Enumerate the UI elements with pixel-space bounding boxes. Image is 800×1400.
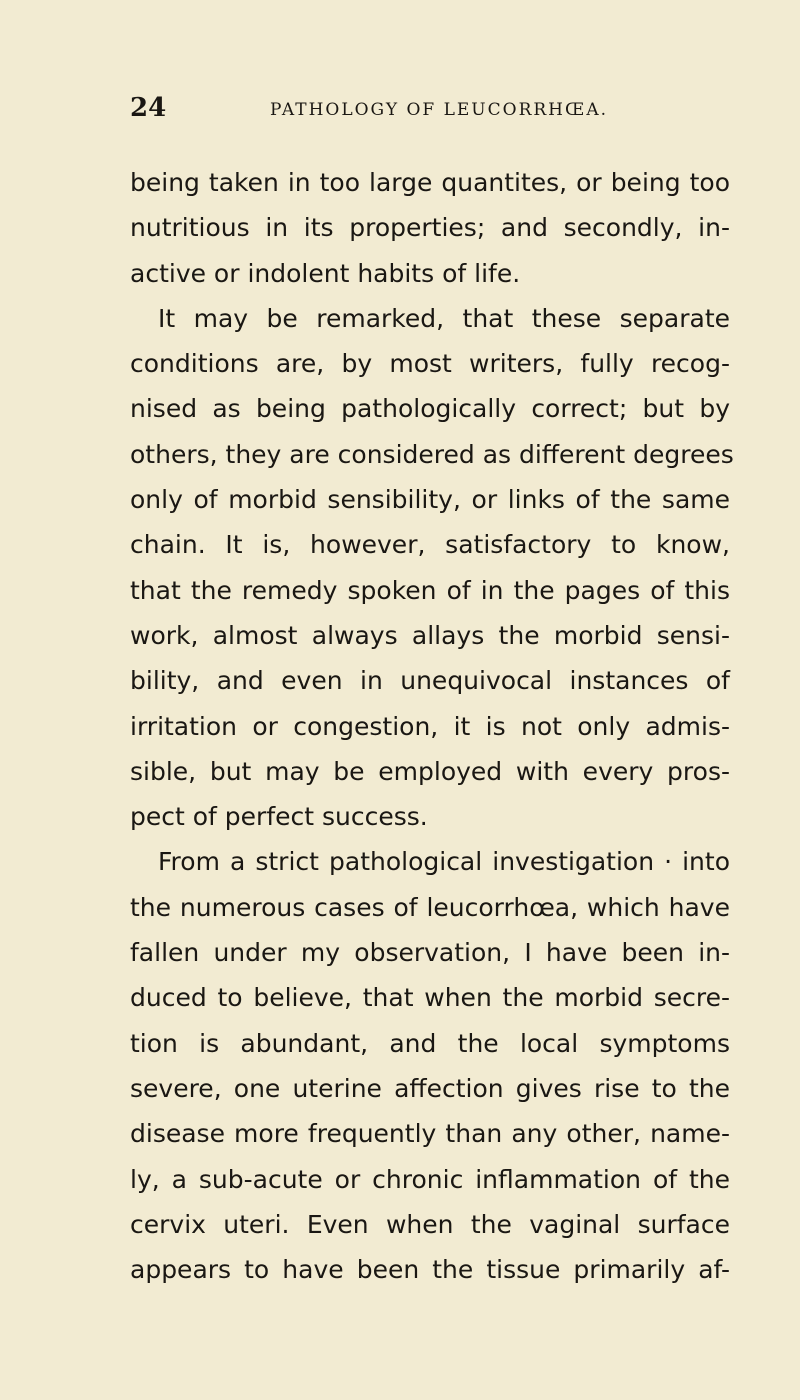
text-line: only of morbid sensibility, or links of the same [130, 485, 730, 515]
text-line: sible, but may be employed with every pros- [130, 756, 730, 786]
text-line: conditions are, by most writers, fully recog- [130, 349, 730, 379]
text-line: From a strict pathological investigation · into [158, 847, 730, 877]
text-line: the numerous cases of leucorrhœa, which have [130, 892, 730, 922]
text-line: chain. It is, however, satisfactory to know, [130, 530, 730, 560]
text-line: irritation or congestion, it is not only admis- [130, 711, 730, 741]
text-line: It may be remarked, that these separate [158, 303, 730, 333]
text-line: active or indolent habits of life. [130, 258, 521, 288]
text-line: being taken in too large quantites, or being too [130, 168, 730, 197]
text-line: work, almost always allays the morbid sensi- [130, 620, 730, 650]
text-line: appears to have been the tissue primarily af- [130, 1255, 730, 1285]
text-line: others, they are considered as different degrees [130, 439, 734, 469]
body-text [130, 160, 734, 1292]
text-line: disease more frequently than any other, name- [130, 1119, 730, 1149]
text-line: bility, and even in unequivocal instances of [130, 666, 730, 696]
text-line: tion is abundant, and the local symptoms [130, 1028, 730, 1058]
page-header [130, 88, 730, 128]
text-line: that the remedy spoken of in the pages of this [130, 575, 730, 605]
text-line: ly, a sub-acute or chronic inflammation of the [130, 1164, 730, 1194]
running-head: PATHOLOGY OF LEUCORRHŒA. [270, 100, 609, 120]
text-line: nutritious in its properties; and secondly, in- [130, 213, 730, 243]
text-line: severe, one uterine affection gives rise to the [130, 1073, 730, 1103]
text-line: nised as being pathologically correct; but by [130, 394, 730, 424]
text-line: pect of perfect success. [130, 802, 428, 832]
text-line: duced to believe, that when the morbid secre- [130, 983, 730, 1013]
page-number: 24 [130, 93, 167, 123]
text-line: cervix uteri. Even when the vaginal surface [130, 1209, 730, 1239]
text-line: fallen under my observation, I have been in- [130, 938, 730, 968]
